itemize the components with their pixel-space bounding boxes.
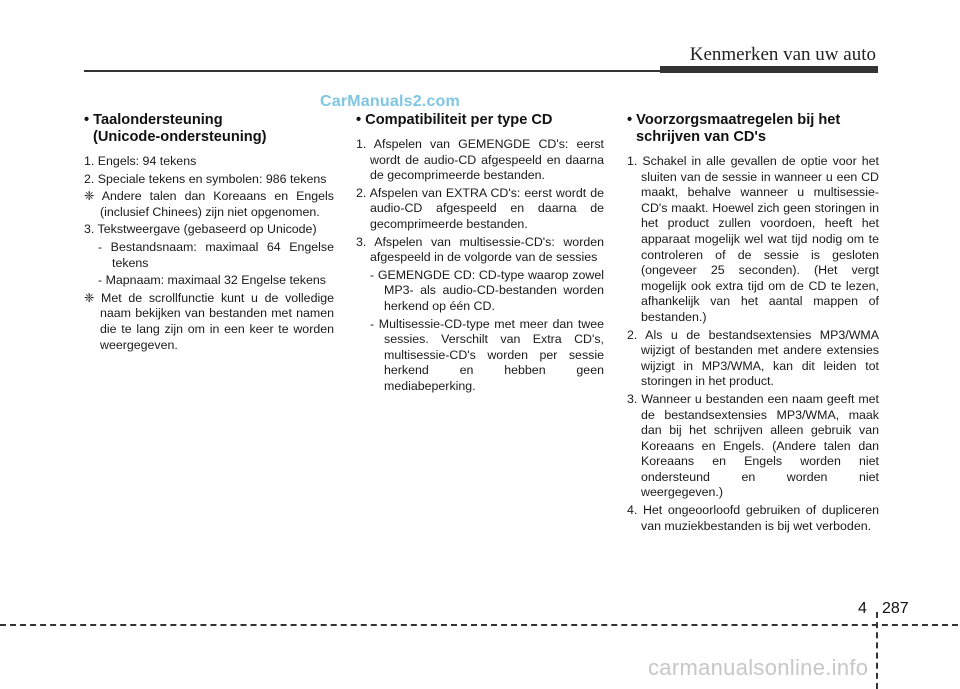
- column-cd-writing-precautions: [627, 112, 879, 536]
- sub-item: - GEMENGDE CD: CD-type waarop zowel MP3- als audio-CD-bestanden worden herkend op één CD.: [370, 267, 604, 313]
- section-heading: [84, 112, 334, 146]
- sub-item: - Multisessie-CD-type met meer dan twee sessies. Verschilt van Extra CD's, multisessie-CD's worden per sessie herkend en hebben geen mediabeperking.: [370, 316, 604, 393]
- column-language-support: [84, 112, 334, 355]
- sub-item: - Bestandsnaam: maximaal 64 Engelse tekens: [98, 239, 334, 270]
- list-item: 2. Als u de bestandsextensies MP3/WMA wijzigt of bestanden met andere extensies wijzigt in MP3/WMA, kan dit leiden tot storingen in het product.: [627, 327, 879, 389]
- footer-vertical-divider: [876, 612, 878, 689]
- list-item: 1. Engels: 94 tekens: [84, 154, 197, 168]
- list-item: 4. Het ongeoorloofd gebruiken of dupliceren van muziekbestanden is bij wet verboden.: [627, 503, 879, 533]
- list-item: 3. Wanneer u bestanden een naam geeft met de bestandsextensies MP3/WMA, maak dan bij het schrijven alleen gebruik van Koreaans en Engels. (Andere talen dan Koreaans en Engels worden niet ondersteund en worden niet weergegeven.): [627, 391, 879, 500]
- note-item: ❈ Andere talen dan Koreaans en Engels (inclusief Chinees) zijn niet opgenomen.: [84, 189, 334, 219]
- section-heading: [356, 112, 604, 129]
- note-item: ❈ Met de scrollfunctie kunt u de volledige naam bekijken van bestanden met namen die te lang zijn om in een keer te worden weergegeven.: [84, 290, 334, 352]
- header-rule-thick: [660, 66, 878, 73]
- heading-line: • Taalondersteuning: [84, 112, 223, 128]
- footer-divider: [0, 624, 958, 626]
- list-item: 1. Afspelen van GEMENGDE CD's: eerst wordt de audio-CD afgespeeld en daarna de gecomprimeerde bestanden.: [356, 137, 604, 183]
- list-item: 2. Afspelen van EXTRA CD's: eerst wordt de audio-CD afgespeeld en daarna de gecomprimeerde bestanden.: [356, 185, 604, 231]
- list-item: 1. Schakel in alle gevallen de optie voor het sluiten van de sessie in wanneer u een CD maakt, behalve wanneer u multisessie-CD's maakt. Hoewel zich geen storingen in het product zullen voordoen, heeft het apparaat mogelijk wel wat tijd nodig om te controleren of de sessie is gesloten (ongeveer 25 seconden). (Het vergt mogelijk ook extra tijd om de CD te lezen, afhankelijk van het aantal mappen of bestanden.): [627, 154, 879, 324]
- list-item: 2. Speciale tekens en symbolen: 986 tekens: [84, 171, 327, 186]
- heading-line: • Voorzorgsmaatregelen bij het: [627, 112, 841, 128]
- header-rule-thin: [84, 70, 660, 72]
- chapter-number: 4: [858, 600, 867, 617]
- list-item: 3. Afspelen van multisessie-CD's: worden afgespeeld in de volgorde van de sessies: [356, 234, 604, 265]
- watermark-top: CarManuals2.com: [320, 93, 460, 110]
- column-cd-compatibility: [356, 112, 604, 397]
- watermark-bottom: carmanualsonline.info: [648, 655, 869, 680]
- header-title: Kenmerken van uw auto: [689, 44, 876, 65]
- sub-item: - Mapnaam: maximaal 32 Engelse tekens: [98, 273, 326, 288]
- list-item: 3. Tekstweergave (gebaseerd op Unicode): [84, 222, 317, 237]
- heading-line: (Unicode-ondersteuning): [93, 129, 267, 145]
- heading-line: schrijven van CD's: [636, 129, 767, 145]
- section-heading: [627, 112, 879, 146]
- heading-line: • Compatibiliteit per type CD: [356, 112, 553, 128]
- page-number: 287: [882, 600, 909, 617]
